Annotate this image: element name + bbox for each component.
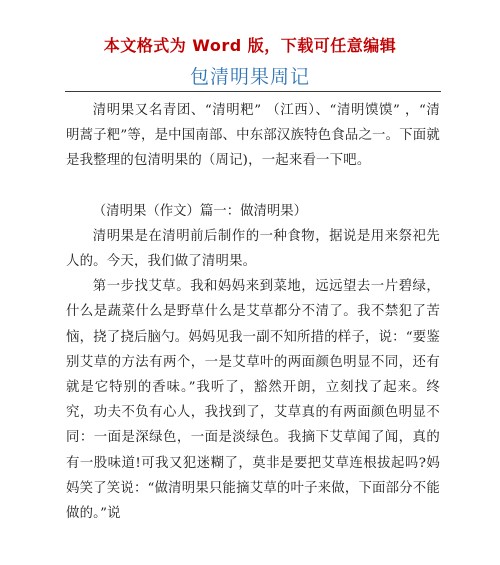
document-title: 包清明果周记 [189,66,310,88]
body-paragraph: 第一步找艾草。我和妈妈来到菜地，远远望去一片碧绿，什么是蔬菜什么是野草什么是艾草都分不清了。我不禁犯了苦恼，挠了挠后脑勺。妈妈见我一副不知所措的样子，说：“要鉴别艾草的方法有两个，一是艾草叶的两面颜色明显不同，还有就是它特别的香味。”我听了，豁然开朗，立刻找了起来。终究，功夫不负有心人，我找到了，艾草真的有两面颜色明显不同：一面是深绿色，一面是淡绿色。我摘下艾草闻了闻，真的有一股味道!可我又犯迷糊了，莫非是要把艾草连根拔起吗?妈妈笑了笑说：“做清明果只能摘艾草的叶子来做，下面部分不能做的。”说 [66,279,440,522]
format-banner: 本文格式为 Word 版，下载可任意编辑 [103,36,397,55]
section-heading: （清明果（作文）篇一：做清明果） [92,203,308,219]
body-paragraph: 清明果是在清明前后制作的一种食物，据说是用来祭祀先人的。今天，我们做了清明果。 [66,228,440,270]
title-divider [65,91,441,92]
intro-paragraph: 清明果又名青团、“清明粑” （江西）、“清明馍馍” ，“清明蒿子粑”等，是中国南部、中东部汉族特色食品之一。下面就是我整理的包清明果的（周记)，一起来看一下吧。 [66,103,440,169]
document-body [66,98,440,526]
blank-line [66,174,440,199]
